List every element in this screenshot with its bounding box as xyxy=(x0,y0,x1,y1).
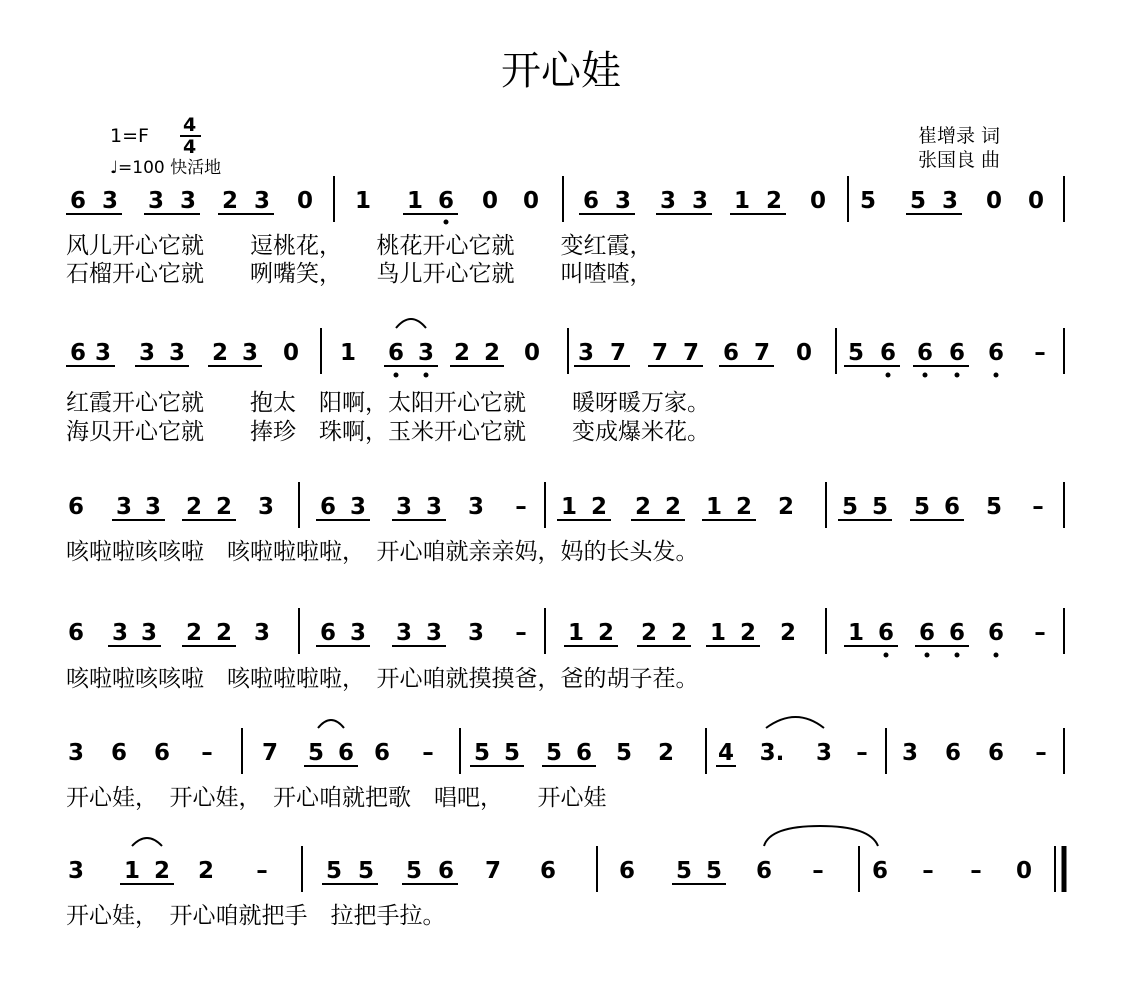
dash: – xyxy=(812,858,824,884)
note: 3 xyxy=(901,740,919,766)
note: 3. xyxy=(759,740,785,766)
song-title: 开心娃 xyxy=(501,48,621,94)
note: 3 xyxy=(417,340,435,366)
time-signature-bottom: 4 xyxy=(183,136,197,158)
note: 3 xyxy=(691,188,709,214)
note: 6 xyxy=(918,620,936,646)
note: 6 xyxy=(943,494,961,520)
note: 3 xyxy=(257,494,275,520)
note: 3 xyxy=(144,494,162,520)
note: 1 xyxy=(560,494,578,520)
note: 1 xyxy=(567,620,585,646)
tie xyxy=(764,826,878,846)
note: 3 xyxy=(140,620,158,646)
note: 3 xyxy=(941,188,959,214)
note: 3 xyxy=(67,858,85,884)
dash: – xyxy=(201,740,213,766)
tie xyxy=(766,717,824,728)
note: 6 xyxy=(387,340,405,366)
note: 7 xyxy=(484,858,502,884)
note: 1 xyxy=(847,620,865,646)
note: 6 xyxy=(69,188,87,214)
note: 6 xyxy=(69,340,87,366)
time-signature xyxy=(180,114,201,158)
note: 2 xyxy=(453,340,471,366)
note: 0 xyxy=(1015,858,1033,884)
note: 6 xyxy=(67,494,85,520)
note: 6 xyxy=(987,340,1005,366)
staff-line-4 xyxy=(66,608,1064,692)
lyric-line: 开心娃， 开心娃， 开心咱就把歌 唱吧， 开心娃 xyxy=(66,785,607,811)
time-signature-top: 4 xyxy=(183,114,197,136)
note: 5 xyxy=(615,740,633,766)
lyric-line: 咳啦啦咳咳啦 咳啦啦啦啦， 开心咱就亲亲妈，妈的长头发。 xyxy=(66,539,699,565)
note: 6 xyxy=(948,340,966,366)
note: 6 xyxy=(916,340,934,366)
staff-line-1 xyxy=(66,176,1064,287)
note: 5 xyxy=(357,858,375,884)
note: 3 xyxy=(425,620,443,646)
note: 2 xyxy=(197,858,215,884)
lyric-verse-1: 红霞开心它就 抱太 阳啊，太阳开心它就 暖呀暖万家。 xyxy=(66,390,710,416)
staff-line-2 xyxy=(66,319,1064,445)
note: 6 xyxy=(575,740,593,766)
note: 7 xyxy=(651,340,669,366)
note: 6 xyxy=(337,740,355,766)
note: 0 xyxy=(296,188,314,214)
note: 0 xyxy=(985,188,1003,214)
note: 5 xyxy=(909,188,927,214)
note: 0 xyxy=(1027,188,1045,214)
note: 5 xyxy=(325,858,343,884)
note: 3 xyxy=(101,188,119,214)
note: 5 xyxy=(859,188,877,214)
note: 2 xyxy=(215,494,233,520)
note: 2 xyxy=(634,494,652,520)
note: 5 xyxy=(841,494,859,520)
note: 1 xyxy=(354,188,372,214)
note: 5 xyxy=(473,740,491,766)
key-signature: 1=F xyxy=(110,125,149,147)
note: 7 xyxy=(609,340,627,366)
note: 5 xyxy=(503,740,521,766)
note: 5 xyxy=(985,494,1003,520)
composer-credit: 张国良 曲 xyxy=(918,149,1001,171)
note: 3 xyxy=(67,740,85,766)
note: 6 xyxy=(879,340,897,366)
note: 5 xyxy=(847,340,865,366)
tempo-marking: ♩=100 快活地 xyxy=(110,158,222,178)
dash: – xyxy=(1032,494,1044,520)
note: 3 xyxy=(147,188,165,214)
note: 0 xyxy=(523,340,541,366)
note: 2 xyxy=(221,188,239,214)
staff-line-5 xyxy=(66,717,1064,811)
note: 0 xyxy=(809,188,827,214)
note: 3 xyxy=(349,620,367,646)
note: 3 xyxy=(138,340,156,366)
note: 3 xyxy=(395,620,413,646)
slur xyxy=(132,838,162,846)
note: 6 xyxy=(582,188,600,214)
note: 2 xyxy=(215,620,233,646)
dash: – xyxy=(256,858,268,884)
note: 3 xyxy=(467,620,485,646)
note: 2 xyxy=(657,740,675,766)
note: 7 xyxy=(753,340,771,366)
dash: – xyxy=(856,740,868,766)
dash: – xyxy=(970,858,982,884)
note: 6 xyxy=(877,620,895,646)
note: 0 xyxy=(795,340,813,366)
lyric-verse-2: 石榴开心它就 咧嘴笑， 鸟儿开心它就 叫喳喳， xyxy=(66,261,653,287)
note: 0 xyxy=(522,188,540,214)
note: 1 xyxy=(406,188,424,214)
note: 3 xyxy=(94,340,112,366)
lyric-verse-1: 风儿开心它就 逗桃花， 桃花开心它就 变红霞， xyxy=(66,233,653,259)
note: 6 xyxy=(722,340,740,366)
note: 6 xyxy=(755,858,773,884)
dash: – xyxy=(1035,740,1047,766)
note: 5 xyxy=(675,858,693,884)
note: 6 xyxy=(987,620,1005,646)
lyric-line: 咳啦啦咳咳啦 咳啦啦啦啦， 开心咱就摸摸爸，爸的胡子茬。 xyxy=(66,666,699,692)
note: 2 xyxy=(590,494,608,520)
note: 5 xyxy=(307,740,325,766)
note: 0 xyxy=(282,340,300,366)
dash: – xyxy=(515,620,527,646)
note: 6 xyxy=(437,858,455,884)
note: 2 xyxy=(739,620,757,646)
note: 6 xyxy=(153,740,171,766)
note: 5 xyxy=(871,494,889,520)
note: 3 xyxy=(425,494,443,520)
note: 5 xyxy=(705,858,723,884)
note: 2 xyxy=(211,340,229,366)
note: 2 xyxy=(185,620,203,646)
note: 3 xyxy=(815,740,833,766)
staff-line-6 xyxy=(66,826,1064,929)
note: 2 xyxy=(483,340,501,366)
note: 6 xyxy=(944,740,962,766)
slur xyxy=(396,319,426,328)
note: 2 xyxy=(670,620,688,646)
note: 3 xyxy=(395,494,413,520)
note: 6 xyxy=(110,740,128,766)
note: 6 xyxy=(871,858,889,884)
note: 3 xyxy=(115,494,133,520)
note: 0 xyxy=(481,188,499,214)
dash: – xyxy=(1034,620,1046,646)
note: 3 xyxy=(349,494,367,520)
note: 2 xyxy=(640,620,658,646)
note: 2 xyxy=(597,620,615,646)
note: 2 xyxy=(735,494,753,520)
note: 3 xyxy=(168,340,186,366)
note: 5 xyxy=(545,740,563,766)
note: 1 xyxy=(709,620,727,646)
note: 7 xyxy=(261,740,279,766)
note: 6 xyxy=(373,740,391,766)
note: 1 xyxy=(123,858,141,884)
note: 6 xyxy=(437,188,455,214)
note: 6 xyxy=(987,740,1005,766)
note: 3 xyxy=(241,340,259,366)
note: 5 xyxy=(913,494,931,520)
lyric-line: 开心娃， 开心咱就把手 拉把手拉。 xyxy=(66,903,446,929)
note: 3 xyxy=(179,188,197,214)
note: 2 xyxy=(779,620,797,646)
note: 3 xyxy=(111,620,129,646)
lyricist-credit: 崔增录 词 xyxy=(918,125,1001,147)
note: 3 xyxy=(253,620,271,646)
dash: – xyxy=(515,494,527,520)
note: 5 xyxy=(405,858,423,884)
note: 3 xyxy=(253,188,271,214)
note: 1 xyxy=(339,340,357,366)
note: 3 xyxy=(577,340,595,366)
note: 6 xyxy=(618,858,636,884)
lyric-verse-2: 海贝开心它就 捧珍 珠啊，玉米开心它就 变成爆米花。 xyxy=(66,419,710,445)
note: 1 xyxy=(705,494,723,520)
note: 3 xyxy=(467,494,485,520)
note: 6 xyxy=(319,620,337,646)
slur xyxy=(318,720,344,728)
dash: – xyxy=(1034,340,1046,366)
dash: – xyxy=(422,740,434,766)
note: 6 xyxy=(67,620,85,646)
staff-line-3 xyxy=(66,482,1064,565)
note: 2 xyxy=(765,188,783,214)
note: 2 xyxy=(664,494,682,520)
note: 1 xyxy=(733,188,751,214)
note: 4 xyxy=(717,740,735,766)
note: 2 xyxy=(153,858,171,884)
note: 6 xyxy=(948,620,966,646)
note: 2 xyxy=(777,494,795,520)
note: 7 xyxy=(682,340,700,366)
note: 6 xyxy=(319,494,337,520)
dash: – xyxy=(922,858,934,884)
note: 6 xyxy=(539,858,557,884)
note: 2 xyxy=(185,494,203,520)
note: 3 xyxy=(614,188,632,214)
note: 3 xyxy=(659,188,677,214)
